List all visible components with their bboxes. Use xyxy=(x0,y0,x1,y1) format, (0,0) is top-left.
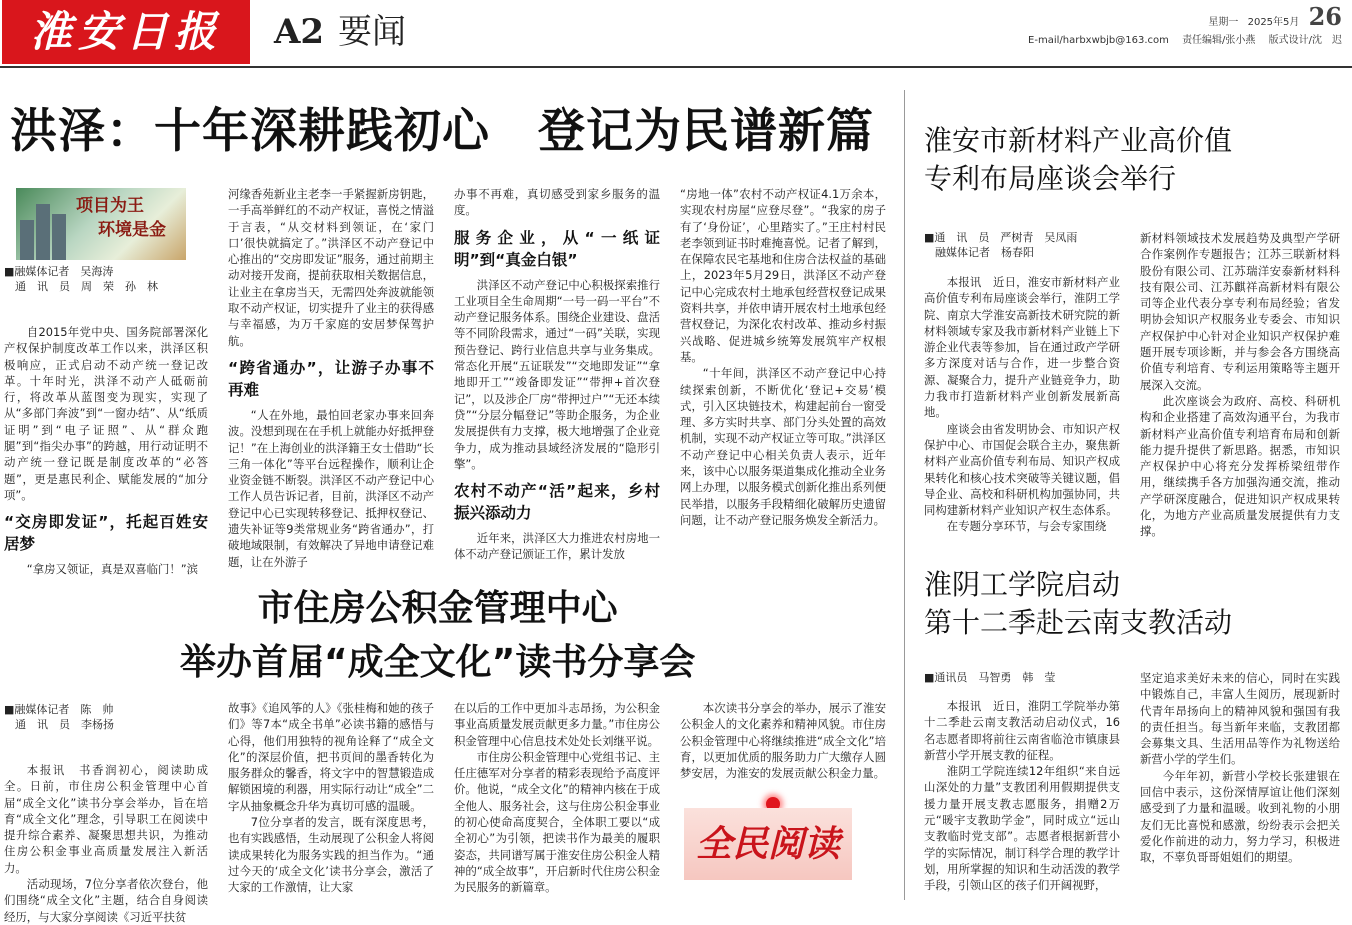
masthead-info xyxy=(1018,2,1342,46)
main-col-2 xyxy=(228,186,434,569)
paragraph: 今年年初，新营小学校长张建银在回信中表示，这份深情厚谊让他们深刻感受到了力量和温暖。收到礼物的小朋友们无比喜悦和感激，纷纷表示会把关爱化作前进的动力，努力学习，积极进取，不辜负哥哥姐姐们的期望。 xyxy=(1140,768,1340,865)
main-col-1 xyxy=(4,324,208,577)
paragraph: 故事》《追风筝的人》《张桂梅和她的孩子们》等7本“成全书单”必读书籍的感悟与心得，他们用独特的视角诠释了“成全文化”的深层价值，把书页间的墨香转化为服务群众的馨香，将文字中的智慧锻造成解锁困境的利器，用实际行动让“成全”二字从抽象概念升华为真切可感的温暖。 xyxy=(228,701,434,813)
byline-line: ■融媒体记者 吴海涛 xyxy=(4,265,114,278)
fund-byline xyxy=(4,702,204,732)
paragraph: 坚定追求美好未来的信心，同时在实践中锻炼自己，丰富人生阅历，展现新时代青年昂扬向上的精神风貌和强国有我的责任担当。每当新年来临，支教团都会募集文具、生活用品等作为礼物送给新营小学的学生们。 xyxy=(1140,671,1340,767)
main-col-4 xyxy=(680,186,886,558)
patent-headline xyxy=(924,122,1232,198)
paragraph: 座谈会由省发明协会、市知识产权保护中心、市国促会联合主办，聚焦新材料产业高价值专利布局、知识产权成果转化和核心技术突破等关键议题，倡导企业、高校和科研机构加强协同，共同构建新材料产业知识产权生态体系。 xyxy=(924,421,1120,518)
subhead: “交房即发证”，托起百姓安居梦 xyxy=(4,513,208,554)
building-shape xyxy=(36,204,50,260)
patent-byline xyxy=(924,230,1124,260)
byline-line: ■通 讯 员 严树青 吴凤雨 xyxy=(924,231,1078,244)
paragraph: “十年间，洪泽区不动产登记中心持续探索创新，不断优化‘登记+交易’模式，引入区块链技术，构建起前台一窗受理、多方实时共享、部门分头处置的高效机制，实现不动产权证立等可取。”洪泽区不动产登记中心相关负责人表示，近年来，该中心以服务渠道集成化推动全业务网上办理，以服务模式创新化推出系列便民举措，以服务手段精细化破解历史遗留问题，让不动产登记服务焕发全新活力。 xyxy=(680,366,886,527)
reading-logo: 全民阅读 xyxy=(684,808,852,880)
headline-line: 举办首届“成全文化”读书分享会 xyxy=(180,642,696,683)
weekday: 星期一 xyxy=(1208,17,1239,28)
patent-col-1 xyxy=(924,274,1120,536)
college-byline xyxy=(924,670,1124,685)
headline-line: 淮阴工学院启动 xyxy=(924,568,1121,601)
fund-col-3 xyxy=(454,700,660,900)
paragraph: 新材料领域技术发展趋势及典型产学研合作案例作专题报告；江苏三联新材料股份有限公司、江苏瑞洋安泰新材料科技有限公司、江苏麒祥高新材料有限公司等企业代表分享专利布局经验；省发明协会知识产权服务业专委会、市知识产权保护中心针对企业知识产权保护难题开展专项诊断，并与参会各方围绕高价值专利培育、专利运用策略等主题开展深入交流。 xyxy=(1140,231,1340,392)
subhead: “跨省通办”，让游子办事不再难 xyxy=(228,358,434,399)
headline-line: 淮安市新材料产业高价值 xyxy=(924,124,1233,157)
paragraph: 淮阴工学院连续12年组织“来自远山深处的力量”支教团利用假期提供支援力量开展支教志愿服务，捐赠2万元“暖宇支教助学金”，同时成立“远山支教临时党支部”。志愿者根据新营小学的实际情况，制订科学合理的教学计划，用所掌握的知识和生动活泼的教学手段，引领山区的孩子们开阔视野， xyxy=(924,764,1120,893)
designer: 版式设计/沈 迟 xyxy=(1268,35,1342,46)
fund-col-2 xyxy=(228,700,434,900)
paragraph: “房地一体”农村不动产权证4.1万余本，实现农村房屋“应登尽登”。“我家的房子有了‘身份证’，心里踏实了。”王庄村村民老李领到证书时难掩喜悦。记者了解到，在保障农民宅基地和住房合法权益的基础上，2023年5月29日，洪泽区不动产登记中心完成农村土地承包经营权登记成果资料共享，并依申请开展农村土地承包经营权登记，为深化农村改革、推动乡村振兴战略、促进城乡统筹发展筑牢产权根基。 xyxy=(680,187,886,364)
byline-line: 通 讯 员 周 荣 孙 林 xyxy=(4,280,158,293)
paragraph: 河缘香苑新业主老李一手紧握新房钥匙，一手高举鲜红的不动产权证，喜悦之情溢于言表，“从交材料到领证，在‘家门口’很快就搞定了。”洪泽区不动产登记中心推出的“交房即发证”服务，通过前期主动对接开发商，提前获取相关数据信息，让业主在拿房当天，无需四处奔波就能领取不动产权证，切实提升了业主的获得感与幸福感，为万千家庭的安居梦保驾护航。 xyxy=(228,187,434,348)
byline-line: 融媒体记者 杨春阳 xyxy=(924,246,1034,259)
byline-line: ■通讯员 马智勇 韩 莹 xyxy=(924,671,1056,684)
top-rule xyxy=(0,66,1352,68)
paragraph: “人在外地，最怕回老家办事来回奔波。没想到现在在手机上就能办好抵押登记！”在上海创业的洪泽籍王女士借助“长三角一体化”等平台远程操作，顺利让企业资金链不断裂。洪泽区不动产登记中心工作人员告诉记者，目前，洪泽区不动产登记中心已实现转移登记、抵押权登记、遗失补证等9类常规业务“跨省通办”，打破地域限制，有效解决了异地申请登记难题，让在外游子 xyxy=(228,407,434,569)
headline-line: 市住房公积金管理中心 xyxy=(257,588,618,629)
contact-line xyxy=(1018,31,1342,46)
masthead xyxy=(0,0,1352,68)
newspaper-logo: 淮安日报 xyxy=(2,0,250,64)
byline-line: ■融媒体记者 陈 帅 xyxy=(4,703,114,716)
editor: 责任编辑/张小燕 xyxy=(1182,35,1256,46)
photo-text-line: 环境是金 xyxy=(98,220,166,240)
subhead: 农村不动产“活”起来，乡村振兴添动力 xyxy=(454,482,660,523)
headline-line: 专利布局座谈会举行 xyxy=(924,162,1177,195)
paragraph: 市住房公积金管理中心党组书记、主任庄德军对分享者的精彩表现给予高度评价。他说，“成全文化”的精神内核在于成全他人、服务社会，这与住房公积金事业的初心使命高度契合，全体职工要以“成全初心”为引领，把读书作为最美的履职姿态，共同谱写属于淮安住房公积金人精神的“成全故事”，开启新时代住房公积金为民服务的新篇章。 xyxy=(454,749,660,895)
main-col-3 xyxy=(454,186,660,562)
paragraph: 本次读书分享会的举办，展示了淮安公积金人的文化素养和精神风貌。市住房公积金管理中心将继续推进“成全文化”培育，以更加优质的服务助力广大缴存人圆梦安居，为淮安的发展贡献公积金力量。 xyxy=(680,701,886,781)
paragraph: 在专题分享环节，与会专家围绕 xyxy=(946,519,1107,534)
column-divider xyxy=(904,90,905,900)
page-code: A2 xyxy=(274,12,325,52)
date: 2025年5月 xyxy=(1247,17,1300,28)
main-byline xyxy=(4,264,204,294)
paragraph: 活动现场，7位分享者依次登台，他们围绕“成全文化”主题，结合自身阅读经历，与大家分享阅读《习近平扶贫 xyxy=(4,877,208,924)
paragraph: 7位分享者的发言，既有深度思考，也有实践感悟，生动展现了公积金人将阅读成果转化为服务实践的担当作为。“通过今天的‘成全文化’读书分享会，激活了大家的工作激情，让大家 xyxy=(228,815,434,895)
subhead: 服务企业，从“一纸证明”到“真金白银” xyxy=(454,228,660,269)
building-shape xyxy=(52,214,66,260)
paragraph: “拿房又领证，真是双喜临门！”滨 xyxy=(26,562,199,577)
story-photo xyxy=(16,188,186,260)
fund-headline xyxy=(180,582,695,690)
byline-line: 通 讯 员 李杨扬 xyxy=(4,718,114,731)
paragraph: 洪泽区不动产登记中心积极探索推行工业项目全生命周期“一号一码一平台”不动产登记服务体系。围绕企业建设、盘活等不同阶段需求，通过“一码”关联，实现预告登记、跨行业信息共享与业务集成。常态化开展“五证联发”“交地即发证”“拿地即开工”“竣备即发证”“带押+首次登记”，以及涉企厂房“带押过户”“无还本续贷”“分层分幅登记”等助企服务，为企业发展提供有力支撑，极大地增强了企业竞争力，成为推动县域经济发展的“隐形引擎”。 xyxy=(454,277,660,471)
paragraph: 本报讯 书香润初心，阅读助成全。日前，市住房公积金管理中心首届“成全文化”读书分享会举办，旨在培育“成全文化”理念，引导职工在阅读中提升综合素养、凝聚思想共识，为推动住房公积金事业高质量发展注入新活力。 xyxy=(4,763,208,875)
paragraph: 此次座谈会为政府、高校、科研机构和企业搭建了高效沟通平台，为我市新材料产业高价值专利培育布局和创新能力提升提供了新思路。据悉，市知识产权保护中心将充分发挥桥梁纽带作用，继续携手各方加强沟通交流，推动产学研深度融合，促进知识产权成果转化，为地方产业高质量发展提供有力支撑。 xyxy=(1140,393,1340,539)
date-line xyxy=(1018,2,1342,31)
college-headline xyxy=(924,566,1232,642)
college-col-1 xyxy=(924,698,1120,898)
headline-line: 第十二季赴云南支教活动 xyxy=(924,606,1233,639)
paragraph: 办事不再难，真切感受到家乡服务的温度。 xyxy=(454,187,660,218)
section-name: 要闻 xyxy=(338,12,407,52)
email: E-mail/harbxwbjb@163.com xyxy=(1028,35,1169,46)
paragraph: 本报讯 近日，淮安市新材料产业高价值专利布局座谈会举行，淮阴工学院、南京大学淮安高新技术研究院的新材料领域专家及我市新材料产业链上下游企业代表等参加，旨在通过政产学研多方深度对话与合作，进一步整合资源、凝聚合力，提升产业链竞争力，助力我市打造新材料产业创新发展新高地。 xyxy=(924,275,1120,420)
page-section xyxy=(274,4,406,53)
paragraph: 近年来，洪泽区大力推进农村房地一体不动产登记颁证工作，累计发放 xyxy=(454,531,660,562)
fund-col-4 xyxy=(680,700,886,796)
date-day: 26 xyxy=(1308,2,1342,31)
college-col-2 xyxy=(1140,670,1340,898)
paragraph: 本报讯 近日，淮阴工学院举办第十二季赴云南支教活动启动仪式，16名志愿者即将前往云南省临沧市镇康县新营小学开展支教的征程。 xyxy=(924,699,1120,762)
building-shape xyxy=(20,220,34,260)
main-headline: 洪泽：十年深耕践初心 登记为民谱新篇 xyxy=(10,104,874,159)
paragraph: 在以后的工作中更加斗志昂扬，为公积金事业高质量发展贡献更多力量。”市住房公积金管理中心信息技术处处长刘继平说。 xyxy=(454,701,660,748)
photo-text-line: 项目为王 xyxy=(76,196,144,216)
patent-col-2 xyxy=(1140,230,1340,539)
fund-col-1 xyxy=(4,762,208,924)
paragraph: 自2015年党中央、国务院部署深化产权保护制度改革工作以来，洪泽区积极响应，正式启动不动产统一登记改革。十年时光，洪泽不动产人砥砺前行，将改革从蓝图变为现实，实现了从“多部门奔波”到“一窗办结”、从“纸质证明”到“电子证照”、从“群众跑腿”到“指尖办事”的跨越，用行动证明不动产统一登记既是制度改革的“必答题”，更是惠民利企、赋能发展的“加分项”。 xyxy=(4,325,208,502)
photo-caption xyxy=(76,194,166,242)
